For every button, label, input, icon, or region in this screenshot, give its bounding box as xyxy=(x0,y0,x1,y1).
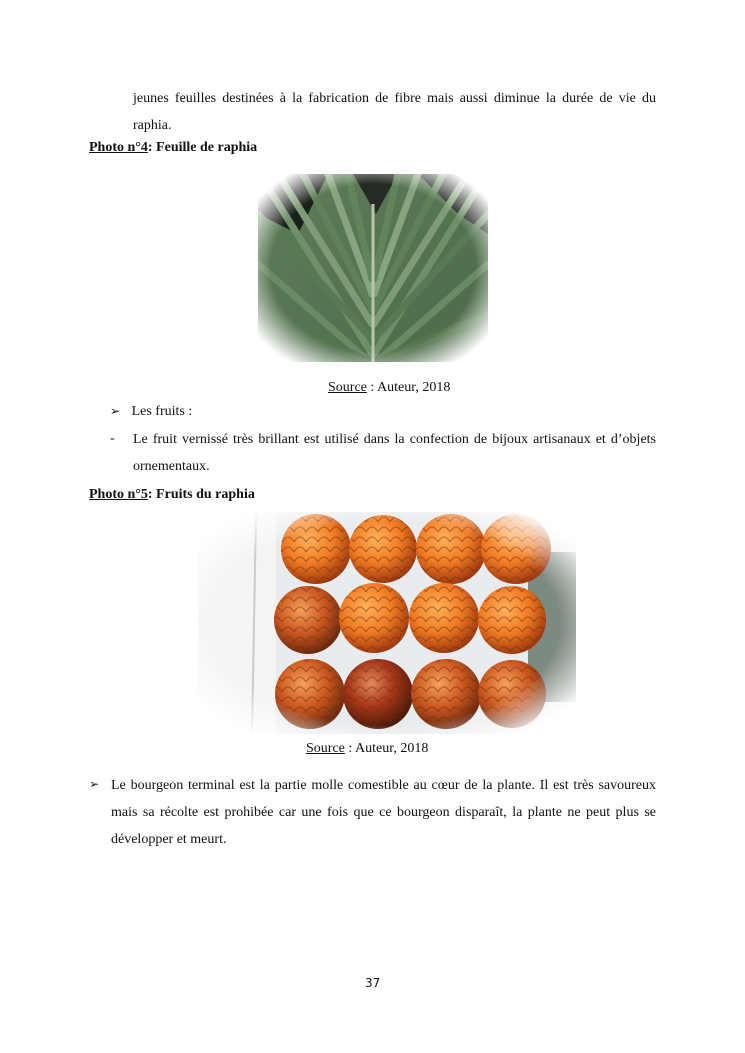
bud-paragraph: Le bourgeon terminal est la partie molle comestible au cœur de la plante. Il est très savoureux mais sa récolte est prohibée car une fois que ce bourgeon disparaît, la plante ne peut plus se développer et meurt. xyxy=(111,778,656,847)
photo5-source xyxy=(306,741,428,757)
fruits-heading: Les fruits : xyxy=(131,404,193,419)
photo4-source xyxy=(328,380,450,396)
photo4-leaf-image xyxy=(258,174,488,362)
photo5-fruits-image xyxy=(198,512,576,734)
fruits-dash: - xyxy=(110,431,115,446)
bullet-arrow-icon: ➢ xyxy=(110,404,121,418)
photo4-label: Photo n°4 xyxy=(89,140,148,155)
intro-paragraph: jeunes feuilles destinées à la fabrication de fibre mais aussi diminue la durée de vie du raphia. xyxy=(133,91,656,133)
fruits-bullet-item xyxy=(110,404,192,420)
photo5-source-label: Source xyxy=(306,741,345,756)
photo4-source-label: Source xyxy=(328,380,367,395)
photo5-caption xyxy=(89,487,255,503)
page-number: 37 xyxy=(365,976,381,990)
photo4-title: : Feuille de raphia xyxy=(147,140,258,155)
photo4-source-text: : Auteur, 2018 xyxy=(366,380,451,395)
photo5-title: : Fruits du raphia xyxy=(147,487,255,502)
photo5-label: Photo n°5 xyxy=(89,487,148,502)
photo4-caption xyxy=(89,140,257,156)
fruits-paragraph: Le fruit vernissé très brillant est utilisé dans la confection de bijoux artisanaux et d’objets ornementaux. xyxy=(133,432,656,474)
bullet-arrow-icon: ➢ xyxy=(89,777,100,791)
photo5-source-text: : Auteur, 2018 xyxy=(344,741,429,756)
